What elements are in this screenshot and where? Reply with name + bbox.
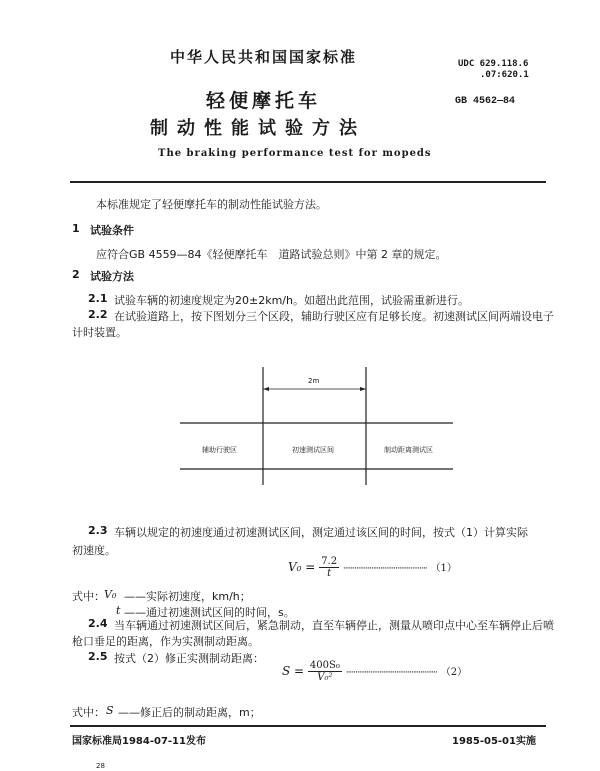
section2-number: 2 [72,268,80,281]
clause-2-4-line1: 当车辆通过初速测试区间后，紧急制动，直至车辆停止，测量从喷印点中心至车辆停止后喷 [114,619,554,632]
formula-2-numerator: 400S₀ [309,660,340,671]
dimension-arrow-right [360,387,366,391]
formula-1-fraction [319,556,339,579]
formula-1-denominator: t [327,568,332,579]
formula-1-leader: ············································· [342,564,427,574]
udc-code-line2: .07:620.1 [480,70,529,80]
clause-2-3-line1: 车辆以规定的初速度通过初速测试区间，测定通过该区间的时间，按式（1）计算实际 [114,526,528,539]
clause-2-1-number: 2.1 [88,292,108,305]
clause-2-2-line2: 计时装置。 [72,326,127,339]
where1-v0-desc: ——实际初速度，km/h； [124,590,251,603]
where2-s-symbol: S [106,704,114,717]
formula-1-lhs: V₀ = [288,560,316,574]
dimension-label: 2m [308,377,320,385]
formula-1-number: （1） [430,563,457,574]
intro-paragraph: 本标准规定了轻便摩托车的制动性能试验方法。 [96,198,327,211]
zone-brake-label: 制动距离测试区 [384,446,433,454]
formula-2-fraction [308,660,342,683]
formula-2-lhs: S = [282,664,305,678]
section1-text: 应符合GB 4559—84《轻便摩托车 道路试验总则》中第 2 章的规定。 [96,248,447,261]
zone-aux-label: 辅助行驶区 [202,446,237,454]
dimension-arrow-left [263,387,269,391]
formula-2-leader: ················································· [345,668,437,678]
test-zone-diagram-svg [150,355,490,515]
clause-2-5-number: 2.5 [88,650,108,663]
standard-header: 中华人民共和国国家标准 [170,48,358,66]
formula-1 [288,556,457,579]
header-rule [70,181,546,183]
title-line2: 制动性能试验方法 [150,118,366,139]
clause-2-1-text: 试验车辆的初速度规定为20±2km/h。如超出此范围，试验需重新进行。 [114,294,469,307]
effective-date: 1985-05-01实施 [452,736,536,747]
formula-2 [282,660,467,683]
clause-2-2-number: 2.2 [88,308,108,321]
where1-t-symbol: t [116,604,121,617]
title-line1: 轻便摩托车 [206,90,322,112]
clause-2-3-number: 2.3 [88,524,108,537]
footer-rule [70,725,546,727]
clause-2-5-text: 按式（2）修正实测制动距离： [114,652,264,665]
issued-date: 国家标准局1984-07-11发布 [72,736,206,747]
zone-init-label: 初速测试区间 [292,446,334,454]
test-zone-diagram [150,355,490,515]
clause-2-4-line2: 枪口垂足的距离，作为实测制动距离。 [72,635,259,648]
formula-1-numerator: 7.2 [321,556,338,567]
formula-2-denominator: V₀² [317,672,333,683]
where1-prefix: 式中： [72,590,105,603]
where1-v0-symbol: V₀ [104,588,117,601]
page-number: 28 [96,762,105,770]
clause-2-3-line2: 初速度。 [72,544,116,557]
gb-number: GB 4562—84 [455,96,516,107]
clause-2-4-number: 2.4 [88,617,108,630]
section1-number: 1 [72,222,80,235]
where1-t-desc: ——通过初速测试区间的时间，s。 [124,606,295,619]
formula-2-number: （2） [440,667,468,678]
title-english: The braking performance test for mopeds [158,148,432,159]
section1-title: 试验条件 [90,224,134,237]
clause-2-2-line1: 在试验道路上，按下图划分三个区段，辅助行驶区应有足够长度。初速测试区间两端设电子 [114,310,554,323]
udc-code-line1: UDC 629.118.6 [458,59,529,69]
section2-title: 试验方法 [90,270,134,283]
where2-prefix: 式中： [72,706,105,719]
where2-s-desc: ——修正后的制动距离，m； [118,706,261,719]
